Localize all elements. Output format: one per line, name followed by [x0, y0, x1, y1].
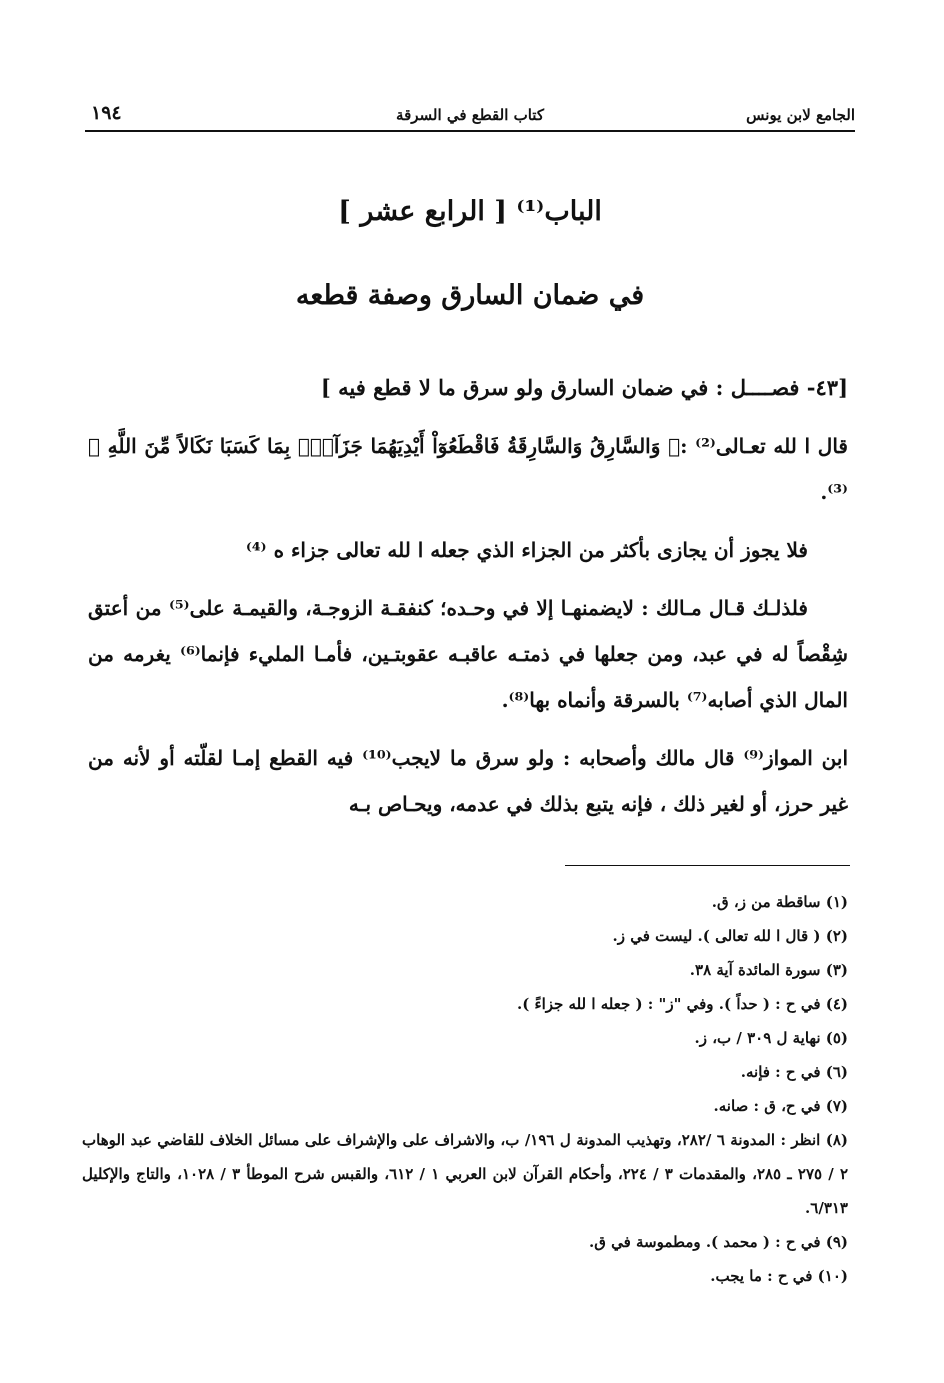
footnote-6: (٦) في ح : فإنه.	[740, 1063, 848, 1081]
header-chapter-title: كتاب القطع في السرقة	[396, 106, 544, 124]
footnote-8: (٨) انظر : المدونة ٦ /٢٨٢، وتهذيب المدونة ل ١٩٦/ ب، والاشراف على والإشراف على مسائل الخلاف للقاضي عبد الوهاب ٢ / ٢٧٥ ـ ٢٨٥، والمقدمات ٣ / ٢٢٤، وأحكام القرآن لابن العربي ١ / ٦١٢، والقبس شرح الموطأ ٣ / ١٠٢٨، والتاج والإكليل ٦/٣١٣.	[82, 1131, 849, 1217]
section-heading: [٤٣- فصــــل : في ضمان السارق ولو سرق ما لا قطع فيه ]	[320, 375, 848, 400]
running-header	[85, 100, 855, 132]
page-number: ١٩٤	[91, 102, 122, 124]
footnote-2: (٢) ( قال ا لله تعالى ). ليست في ز.	[612, 927, 848, 945]
footnote-10: (١٠) في ح : ما يجب.	[710, 1267, 848, 1285]
header-book-title: الجامع لابن يونس	[746, 106, 855, 124]
paragraph-quran-verse: قال ا لله تعـالى⁽²⁾ :﴿ وَالسَّارِقُ وَالسَّارِقَةُ فَاقْطَعُوٓاْ أَيْدِيَهُمَا جَزَآءًۢ بِمَا كَسَبَا نَكَالاً مِّنَ اللَّهِ ﴾⁽³⁾.	[88, 434, 848, 504]
chapter-subtitle: في ضمان السارق وصفة قطعه	[295, 280, 645, 311]
footnote-4: (٤) في ح : ( حداً ). وفي "ز" : ( جعله ا لله جزاءً ).	[517, 995, 848, 1013]
paragraph-4: ابن المواز⁽⁹⁾ قال مالك وأصحابه : ولو سرق ما لايجب⁽¹⁰⁾ فيه القطع إمـا لقلّته أو لأنه من غير حرز، أو لغير ذلك ، فإنه يتبع بذلك في عدمه، ويحـاص بـه	[88, 746, 849, 816]
footnote-5: (٥) نهاية ل ٣٠٩ / ب، ز.	[694, 1029, 848, 1047]
footnote-3: (٣) سورة المائدة آية ٣٨.	[689, 961, 848, 979]
paragraph-3: فلذلـك قـال مـالك : لايضمنهـا إلا في وحـده؛ كنفقـة الزوجـة، والقيمـة على⁽⁵⁾ من أعتق شِقْصاً له في عبد، ومن جعلها في ذمتـه عاقبـه عقوبتـين، فأمـا المليء فإنما⁽⁶⁾ يغرمه من المال الذي أصابه⁽⁷⁾ بالسرقة وأنماه بها⁽⁸⁾.	[88, 596, 849, 712]
footnote-1: (١) ساقطة من ز، ق.	[711, 893, 848, 911]
chapter-title: الباب⁽¹⁾ [ الرابع عشر ]	[338, 196, 602, 227]
paragraph-2: فلا يجوز أن يجازى بأكثر من الجزاء الذي جعله ا لله تعالى جزاء ه ⁽⁴⁾	[245, 538, 808, 562]
footnote-7: (٧) في ح، ق : صانه.	[713, 1097, 848, 1115]
footnote-separator	[565, 865, 850, 866]
footnotes	[82, 885, 848, 1293]
main-text	[88, 365, 848, 839]
footnote-9: (٩) في ح : ( محمد ). ومطموسة في ق.	[589, 1233, 848, 1251]
